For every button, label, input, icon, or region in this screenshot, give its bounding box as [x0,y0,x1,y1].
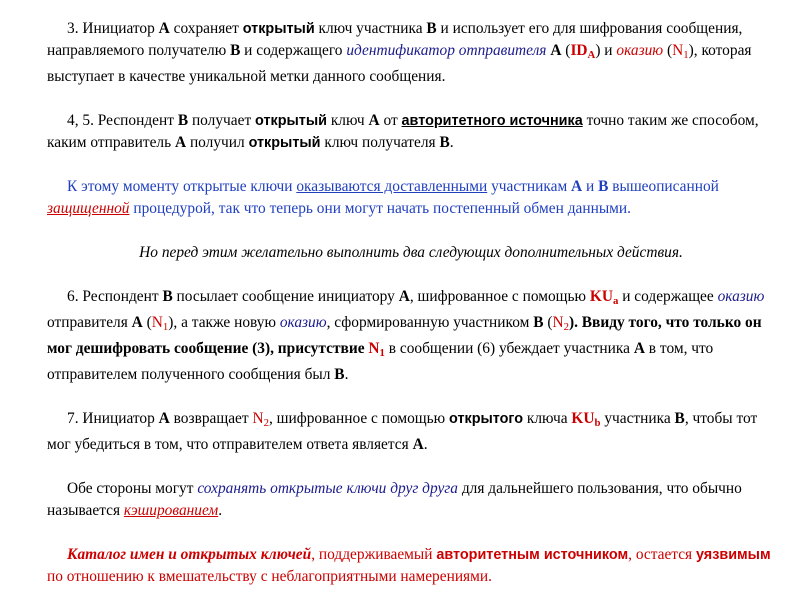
text-run: А [398,288,410,305]
text-run: оказию [616,42,664,59]
text-run: В [426,20,437,37]
text-run: , шифрованное с помощью [268,410,450,427]
text-run: В [230,42,241,59]
text-run: . [423,436,428,453]
text-run: , поддерживаемый [311,546,437,563]
text-run: открытый [255,113,327,129]
text-run: . [449,134,454,151]
text-run: ), которая выступает в качестве уникальной метки данного сообщения. [47,42,752,85]
text-run: 2 [563,321,569,333]
text-run: сохранять открытые ключи друг друга [197,480,458,497]
text-run: уязвимым [695,547,771,563]
paragraph-caching [47,478,775,522]
text-run: ( [543,314,553,331]
document-body [47,18,775,588]
text-run: авторитетного источника [401,113,583,129]
text-run: и [582,178,599,195]
text-run: и содержащего [240,42,347,59]
paragraph-step-4-5 [47,110,775,154]
text-run: А [550,42,562,59]
text-run: ключа [523,410,572,427]
text-run: N [368,340,380,357]
text-run: сохраняет [169,20,243,37]
paragraph-step-3 [47,18,775,88]
text-run: открытый [242,21,315,37]
text-run: открытого [449,411,524,427]
text-run: участника [600,410,675,427]
text-run: В [177,112,189,129]
text-run: 7. Инициатор [67,410,159,427]
text-run: 2 [263,417,269,429]
text-run: KU [571,410,595,427]
text-run: от [379,112,402,129]
text-run: В [162,288,173,305]
paragraph-step-7 [47,408,775,456]
text-run: 1 [379,347,385,359]
text-run: 1 [162,321,169,333]
text-run: оказываются доставленными [296,178,488,195]
text-run: . [344,366,349,383]
paragraph-step-6 [47,286,775,386]
text-run: 1 [683,49,689,61]
text-run: В [533,314,544,331]
text-run: посылает сообщение инициатору [172,288,399,305]
text-run: А [571,178,583,195]
text-run: открытый [248,135,321,151]
text-run: А [131,314,143,331]
text-run: ( [663,42,673,59]
text-run: и содержащее [618,288,718,305]
text-run: получил [186,134,249,151]
text-run: в сообщении (6) убеждает участника [384,340,634,357]
text-run: в том, что отправителем полученного сообщения был [47,340,714,383]
text-run: процедурой, так что теперь они могут начать постепенный обмен данными. [129,200,632,217]
text-run: ключ получателя [320,134,440,151]
text-run: получает [188,112,256,129]
text-run: Но перед этим желательно выполнить два следующих дополнительных действия. [139,244,683,261]
text-run: b [594,417,601,429]
text-run: точно таким же способом, каким отправитель [47,112,759,151]
text-run: ), а также новую [168,314,280,331]
text-run: К этому моменту открытые ключи [67,178,297,195]
text-run: KU [589,288,613,305]
text-run: , чтобы тот мог убедиться в том, что отправителем ответа является [47,410,758,453]
paragraph-catalog-vulnerable [47,544,775,588]
text-run: Обе стороны могут [67,480,198,497]
text-run: N [552,314,564,331]
text-run: ID [570,42,588,59]
text-run: А [174,134,187,151]
text-run: А [158,20,170,37]
text-run: ) и [595,42,617,59]
text-run: ключ участника [314,20,427,37]
text-run: А [158,410,170,427]
text-run: В [598,178,609,195]
text-run: А [633,340,645,357]
text-run: кэшированием [123,502,219,519]
text-run: оказию [717,288,765,305]
text-run: В [439,134,450,151]
paragraph-keys-delivered [47,176,775,220]
text-run: A [587,49,596,61]
text-run: по отношению к вмешательству с неблагоприятными намерениями. [47,568,492,585]
text-run: А [412,436,424,453]
text-run: участникам [487,178,572,195]
text-run: N [252,410,264,427]
text-run: для дальнейшего пользования, что обычно называется [47,480,742,519]
text-run: и использует его для шифрования сообщения, направляемого получателю [47,20,743,59]
text-run: , сформированную участником [326,314,534,331]
text-run: ). Ввиду того, что только он мог дешифровать сообщение (3), присутствие [47,314,762,357]
text-run: Каталог имен и открытых ключей [67,546,312,563]
text-run: N [151,314,163,331]
text-run: , шифрованное с помощью [409,288,590,305]
text-run: вышеописанной [608,178,719,195]
paragraph-additional-actions [47,242,775,264]
text-run: В [334,366,345,383]
text-run: ( [561,42,571,59]
text-run: оказию [279,314,327,331]
text-run: 4, 5. Респондент [67,112,178,129]
text-run: 3. Инициатор [67,20,159,37]
text-run: идентификатор отправителя [346,42,547,59]
text-run: авторитетным источником [436,547,629,563]
text-run: А [368,112,380,129]
text-run: возвращает [169,410,253,427]
text-run: В [674,410,685,427]
text-run: ( [142,314,152,331]
text-run: 6. Респондент [67,288,163,305]
text-run: , остается [628,546,696,563]
text-run: N [672,42,684,59]
text-run: . [218,502,223,519]
text-run: a [612,295,619,307]
text-run: ключ [326,112,369,129]
text-run: отправителя [47,314,132,331]
text-run: защищенной [47,200,130,217]
